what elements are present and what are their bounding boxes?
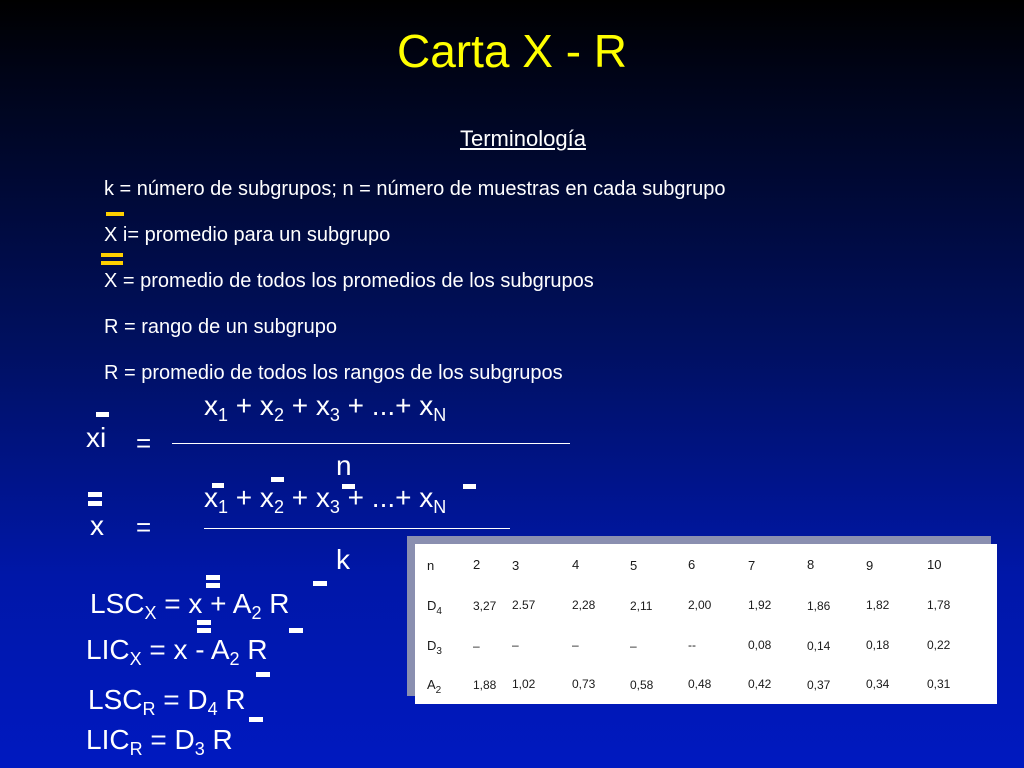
table-cell: 0,14 [807,639,831,653]
table-row-label: $D_3$ [427,638,442,657]
definition-r-mean: R = promedio de todos los rangos de los subgrupos [104,362,563,384]
table-cell: – [473,639,480,653]
table-cell: 2,28 [572,598,596,612]
grand-numerator: $x_1 + x_2 + x_3$ + ...+ $x_N$ [204,482,447,517]
table-column-header: 10 [927,557,942,572]
overbar-mark [313,581,327,586]
lic-r-formula: $LIC_R = D_3$ R [86,724,233,759]
x-grand-symbol: x [90,510,104,541]
table-cell: -- [688,638,696,652]
definition-x-grand: X = promedio de todos los promedios de los subgrupos [104,270,594,292]
table-cell: 0,58 [630,678,654,692]
slide-title: Carta X - R [396,25,628,77]
double-overbar-mark-top [197,620,211,625]
table-cell: 0,08 [748,638,772,652]
terminology-heading: Terminología [460,126,586,151]
double-overbar-mark-bottom [101,261,123,265]
table-column-header: 4 [572,557,580,572]
table-cell: 0,18 [866,638,890,652]
grand-denominator: k [336,544,350,575]
table-column-header: 9 [866,558,874,573]
fraction-line [204,528,510,529]
table-cell: – [512,638,519,652]
lic-x-formula: $LIC_X = x - A_2$ R [86,634,268,669]
overbar-mark [96,412,109,417]
table-cell: 0,34 [866,677,890,691]
table-cell: – [572,638,579,652]
table-header-n: n [427,558,435,573]
table-cell: 3,27 [473,599,497,613]
definition-k-n: k = número de subgrupos; n = número de muestras en cada subgrupo [104,178,726,200]
table-cell: 0,48 [688,677,712,691]
table-column-header: 2 [473,557,481,572]
double-overbar-mark-bottom [88,501,102,506]
table-cell: 0,37 [807,678,831,692]
table-cell: 1,82 [866,598,890,612]
constants-table [415,544,997,704]
table-column-header: 6 [688,557,696,572]
table-cell: 1,88 [473,678,497,692]
definition-xi: X i= promedio para un subgrupo [104,224,391,246]
table-cell: – [630,639,637,653]
table-column-header: 3 [512,558,520,573]
double-overbar-mark-top [88,492,102,497]
table-cell: 0,22 [927,638,951,652]
table-column-header: 5 [630,558,638,573]
fraction-line [172,443,570,444]
lsc-r-formula: $LSC_R = D_4$ R [88,684,246,719]
xi-denominator: n [336,450,352,481]
table-cell: 0,42 [748,677,772,691]
table-cell: 1,86 [807,599,831,613]
table-row-label: $D_4$ [427,598,442,617]
table-cell: 0,73 [572,677,596,691]
table-cell: 2.57 [512,598,536,612]
overbar-mark [106,212,124,216]
overbar-mark [249,717,263,722]
equals-sign: = [136,428,152,458]
overbar-mark [289,628,303,633]
table-cell: 0,31 [927,677,951,691]
table-cell: 1,02 [512,677,536,691]
table-cell: 1,92 [748,598,772,612]
double-overbar-mark-top [101,253,123,257]
table-cell: 2,00 [688,598,712,612]
table-cell: 2,11 [630,599,653,613]
overbar-mark [256,672,270,677]
overbar-mark [463,484,476,489]
double-overbar-mark-top [206,575,220,580]
table-column-header: 7 [748,558,756,573]
equals-sign: = [136,512,152,542]
xi-symbol: xi [86,422,107,453]
lsc-x-formula: $LSC_X = x + A_2$ R [90,588,290,623]
table-cell: 1,78 [927,598,951,612]
table-column-header: 8 [807,557,815,572]
table-row-label: $A_2$ [427,677,442,696]
double-overbar-mark-bottom [197,628,211,633]
xi-numerator: $x_1 + x_2 + x_3$ + ...+ $x_N$ [204,390,447,425]
definition-r: R = rango de un subgrupo [104,316,337,338]
